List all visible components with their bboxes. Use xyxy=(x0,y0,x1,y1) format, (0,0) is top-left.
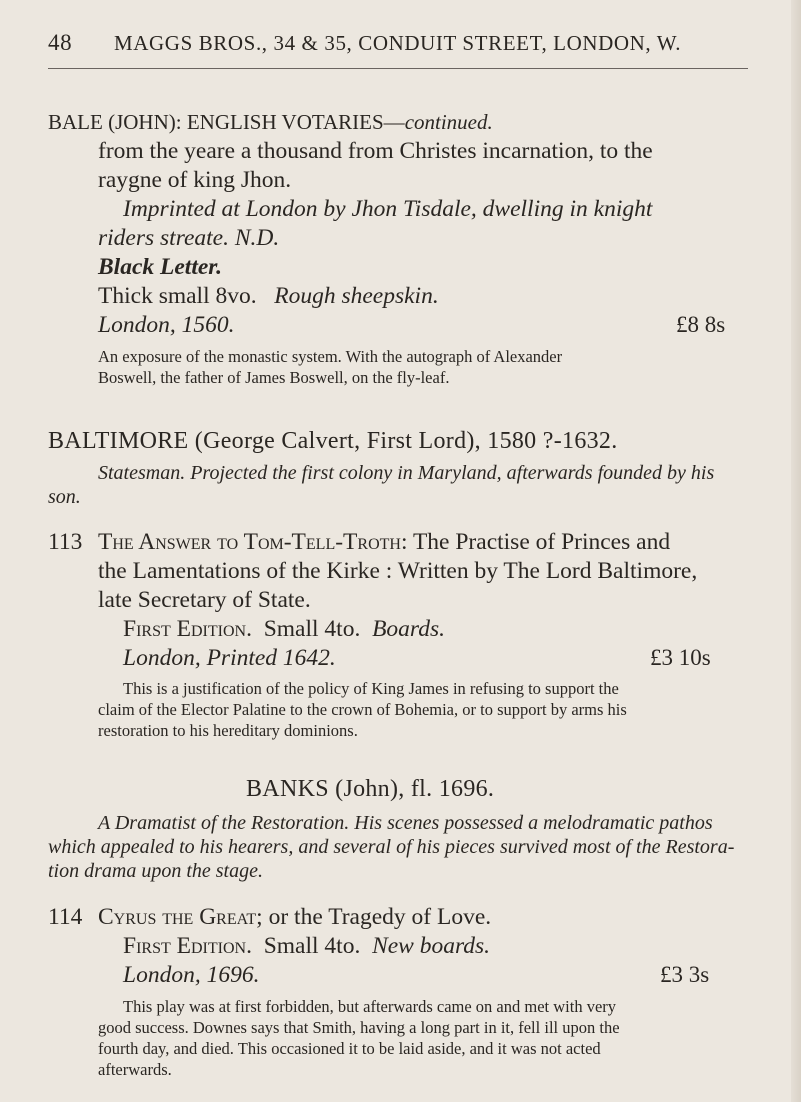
item-114-note-line-4: afterwards. xyxy=(98,1060,172,1079)
item-114-imprint: London, 1696. xyxy=(123,962,260,988)
item-113-edition: First Edition. Small 4to. Boards. xyxy=(123,616,445,642)
item-113-imprint: London, Printed 1642. xyxy=(123,645,336,671)
bale-note-line-2: Boswell, the father of James Boswell, on the fly-leaf. xyxy=(98,368,450,387)
bale-title-line-2: raygne of king Jhon. xyxy=(98,167,292,193)
item-113-title-line-3: late Secretary of State. xyxy=(98,587,311,613)
item-114-note-line-2: good success. Downes says that Smith, having a long part in it, fell ill upon the xyxy=(98,1018,620,1037)
item-114-note-line-3: fourth day, and died. This occasioned it to be laid aside, and it was not acted xyxy=(98,1039,601,1058)
item-113-title-line-2: the Lamentations of the Kirke : Written by The Lord Baltimore, xyxy=(98,558,698,584)
item-114-title: Cyrus the Great; or the Tragedy of Love. xyxy=(98,904,492,930)
item-113-note-line-2: claim of the Elector Palatine to the crown of Bohemia, or to support by arms his xyxy=(98,700,627,719)
bale-title-line-1: from the yeare a thousand from Christes incarnation, to the xyxy=(98,138,653,164)
bale-price: £8 8s xyxy=(676,312,726,337)
bale-note-line-1: An exposure of the monastic system. With the autograph of Alexander xyxy=(98,347,563,366)
bale-format: Thick small 8vo. Rough sheepskin. xyxy=(98,283,439,309)
item-113-price: £3 10s xyxy=(650,645,711,670)
item-113-title-line-1: The Answer to Tom-Tell-Troth: The Practise of Princes and xyxy=(98,529,671,555)
item-114-edition: First Edition. Small 4to. New boards. xyxy=(123,933,491,959)
baltimore-heading: BALTIMORE (George Calvert, First Lord), 1580 ?-1632. xyxy=(48,428,618,454)
baltimore-desc-line-2: son. xyxy=(48,486,81,508)
running-head: MAGGS BROS., 34 & 35, CONDUIT STREET, LONDON, W. xyxy=(114,31,682,55)
bale-imprint-line-2: riders streate. N.D. xyxy=(98,225,280,251)
item-113-note-line-1: This is a justification of the policy of King James in refusing to support the xyxy=(123,679,619,698)
item-114-note-line-1: This play was at first forbidden, but afterwards came on and met with very xyxy=(123,997,617,1016)
banks-desc-line-2: which appealed to his hearers, and several of his pieces survived most of the Restora- xyxy=(48,836,735,858)
baltimore-desc-line-1: Statesman. Projected the first colony in Maryland, afterwards founded by his xyxy=(98,462,715,484)
bale-black-letter: Black Letter. xyxy=(98,254,223,280)
page-header xyxy=(48,30,748,56)
bale-place-date: London, 1560. xyxy=(98,312,235,338)
page-number: 48 xyxy=(48,30,73,55)
item-114-number: 114 xyxy=(48,904,83,930)
item-114-price: £3 3s xyxy=(660,962,710,987)
page-edge-shadow xyxy=(791,0,801,1102)
item-113-number: 113 xyxy=(48,529,83,555)
banks-heading: BANKS (John), fl. 1696. xyxy=(246,776,495,802)
header-rule xyxy=(48,68,748,69)
banks-desc-line-1: A Dramatist of the Restoration. His scenes possessed a melodramatic pathos xyxy=(98,812,713,834)
bale-imprint-line-1: Imprinted at London by Jhon Tisdale, dwelling in knight xyxy=(123,196,653,222)
bale-heading: BALE (JOHN): ENGLISH VOTARIES—continued. xyxy=(48,110,493,134)
item-113-note-line-3: restoration to his hereditary dominions. xyxy=(98,721,358,740)
banks-desc-line-3: tion drama upon the stage. xyxy=(48,860,263,882)
